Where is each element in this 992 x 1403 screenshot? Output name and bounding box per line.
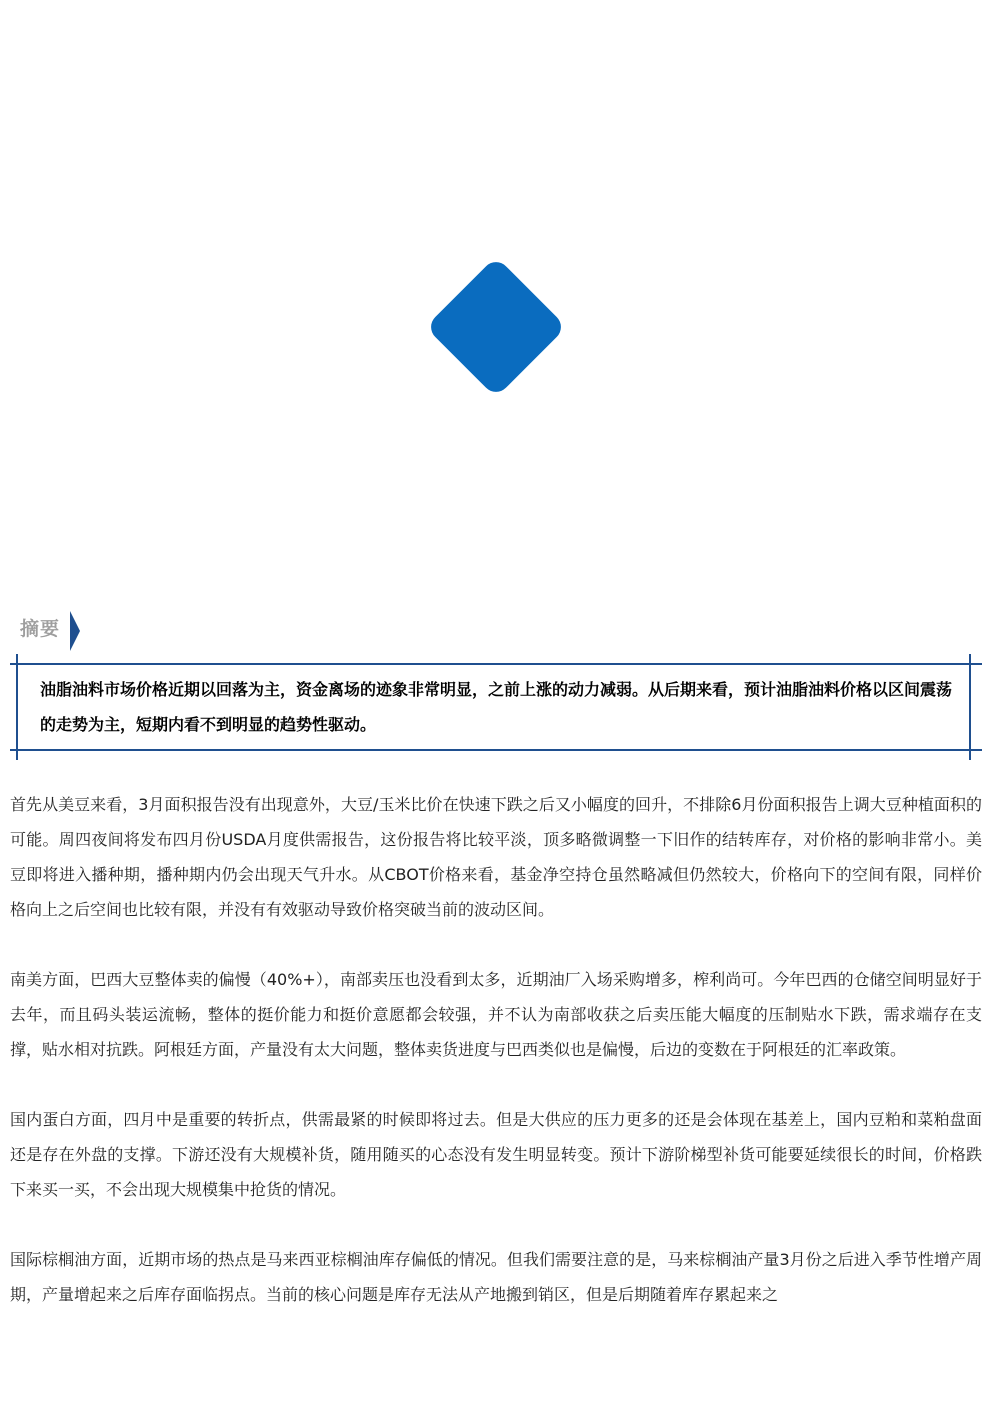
paragraph-us-soybean: 首先从美豆来看，3月面积报告没有出现意外，大豆/玉米比价在快速下跌之后又小幅度的回升，不排除6月份面积报告上调大豆种植面积的可能。周四夜间将发布四月份USDA月度供需报告，这份报告将比较平淡，顶多略微调整一下旧作的结转库存，对价格的影响非常小。美豆即将进入播种期，播种期内仍会出现天气升水。从CBOT价格来看，基金净空持仓虽然略减但仍然较大，价格向下的空间有限，同样价格向上之后空间也比较有限，并没有有效驱动导致价格突破当前的波动区间。 [10,795,982,919]
paragraph-domestic-protein: 国内蛋白方面，四月中是重要的转折点，供需最紧的时候即将过去。但是大供应的压力更多的还是会体现在基差上，国内豆粕和菜粕盘面还是存在外盘的支撑。下游还没有大规模补货，随用随买的心态没有发生明显转变。预计下游阶梯型补货可能要延续很长的时间，价格跌下来买一买，不会出现大规模集中抢货的情况。 [10,1110,982,1199]
abstract-bottom-rule [10,749,982,751]
abstract-right-rule [969,654,971,760]
paragraph-palm-oil: 国际棕榈油方面，近期市场的热点是马来西亚棕榈油库存偏低的情况。但我们需要注意的是，马来棕榈油产量3月份之后进入季节性增产周期，产量增起来之后库存面临拐点。当前的核心问题是库存无法从产地搬到销区，但是后期随着库存累起来之 [10,1250,982,1304]
abstract-text: 油脂油料市场价格近期以回落为主，资金离场的迹象非常明显，之前上涨的动力减弱。从后期来看，预计油脂油料价格以区间震荡的走势为主，短期内看不到明显的趋势性驱动。 [40,680,953,734]
logo-diamond [425,256,566,397]
abstract-left-rule [16,654,18,760]
body-text [10,787,982,1347]
paragraph-south-america: 南美方面，巴西大豆整体卖的偏慢（40%+），南部卖压也没看到太多，近期油厂入场采购增多，榨利尚可。今年巴西的仓储空间明显好于去年，而且码头装运流畅，整体的挺价能力和挺价意愿都会较强，并不认为南部收获之后卖压能大幅度的压制贴水下跌，需求端存在支撑，贴水相对抗跌。阿根廷方面，产量没有太大问题，整体卖货进度与巴西类似也是偏慢，后边的变数在于阿根廷的汇率政策。 [10,970,982,1059]
abstract-top-rule [10,663,982,665]
abstract-heading: 摘要 [20,618,61,640]
abstract-box [10,654,982,760]
chevron-right-icon [68,611,82,651]
